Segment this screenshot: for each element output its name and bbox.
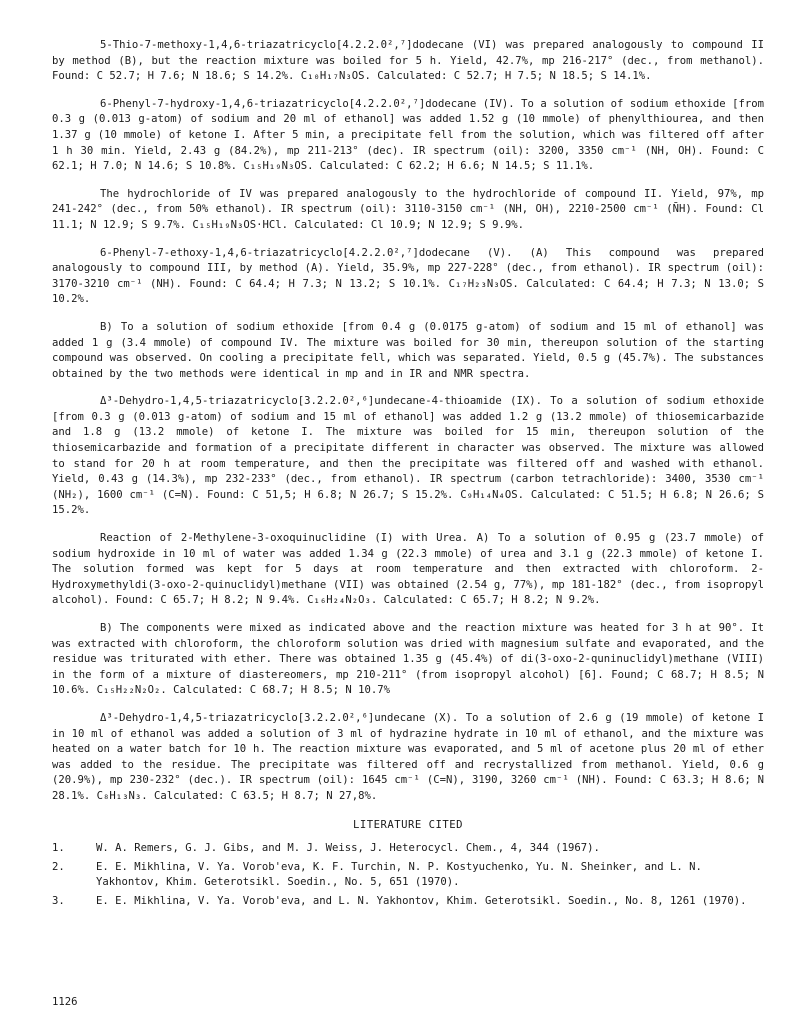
paragraph-urea-reaction-a: Reaction of 2-Methylene-3-oxoquinuclidine (I) with Urea. A) To a solution of 0.95 g (23.7 mmole) of sodium hydroxide in 10 ml of water was added 1.34 g (22.3 mmole) of urea and 3.1 g (22.3 mmole) of ketone I. The solution formed was kept for 5 days at room temperature and then extracted with chloroform. 2-Hydroxymethyldi(3-oxo-2-quinuclidyl)methane (VII) was obtained (2.54 g, 77%), mp 181-182° (dec., from isopropyl alcohol). Found: C 65.7; H 8.2; N 9.4%. C₁₆H₂₄N₂O₃. Calculated: C 65.7; H 8.2; N 9.2%.: [52, 532, 764, 607]
paragraph-compound-v-method-b: B) To a solution of sodium ethoxide [from 0.4 g (0.0175 g-atom) of sodium and 15 ml of ethanol] was added 1 g (3.4 mmole) of compound IV. The mixture was boiled for 30 min, thereupon solution of the starting compound was observed. On cooling a precipitate fell, which was separated. Yield, 0.5 g (45.7%). The substances obtained by the two methods were identical in mp and in IR and NMR spectra.: [52, 320, 764, 380]
reference-item: [52, 841, 764, 856]
paragraph-compound-x: Δ³-Dehydro-1,4,5-triazatricyclo[3.2.2.0²,⁶]undecane (X). To a solution of 2.6 g (19 mmole) of ketone I in 10 ml of ethanol was added a solution of 3 ml of hydrazine hydrate in 10 ml of ethanol, and the mixture was heated on a water batch for 10 h. The reaction mixture was evaporated, and 5 ml of acetone plus 20 ml of ether was added to the residue. The precipitate was filtered off and recrystallized from methanol. Yield, 0.6 g (20.9%), mp 230-232° (dec.). IR spectrum (oil): 1645 cm⁻¹ (C=N), 3190, 3260 cm⁻¹ (NH). Found: C 63.3; H 8.6; N 28.1%. C₈H₁₃N₃. Calculated: C 63.5; H 8.7; N 27,8%.: [52, 711, 764, 802]
reference-item: [52, 894, 764, 909]
reference-number: 3.: [52, 894, 65, 907]
reference-number: 1.: [52, 841, 65, 854]
paragraph-iv-hydrochloride: The hydrochloride of IV was prepared analogously to the hydrochloride of compound II. Yield, 97%, mp 241-242° (dec., from 50% ethanol). IR spectrum (oil): 3110-3150 cm⁻¹ (NH, OH), 2210-2500 cm⁻¹ (N̄H). Found: Cl 11.1; N 12.9; S 9.7%. C₁₅H₁₉N₃OS·HCl. Calculated: Cl 10.9; N 12.9; S 9.9%.: [52, 187, 764, 231]
paragraph-urea-reaction-b: B) The components were mixed as indicated above and the reaction mixture was heated for 3 h at 90°. It was extracted with chloroform, the chloroform solution was dried with magnesium sulfate and evaporated, and the residue was triturated with ether. There was obtained 1.35 g (45.4%) of di(3-oxo-2-quninuclidyl)methane (VIII) in the form of a mixture of diastereomers, mp 210-211° (from isopropyl alcohol) [6]. Found; C 68.7; H 8.5; N 10.6%. C₁₅H₂₂N₂O₂. Calculated: C 68.7; H 8.5; N 10.7%: [52, 622, 764, 697]
body-text: [52, 38, 764, 913]
reference-text: W. A. Remers, G. J. Gibs, and M. J. Weiss, J. Heterocycl. Chem., 4, 344 (1967).: [96, 841, 600, 854]
reference-item: [52, 860, 764, 890]
paragraph-compound-ix: Δ³-Dehydro-1,4,5-triazatricyclo[3.2.2.0²,⁶]undecane-4-thioamide (IX). To a solution of sodium ethoxide [from 0.3 g (0.013 g-atom) of sodium and 15 ml of ethanol] was added 1.2 g (13.2 mmole) of thiosemicarbazide and 1.8 g (13.2 mmole) of ketone I. The mixture was boiled for 15 min, thereupon solution of the thiosemicarbazide and formation of a precipitate different in character was observed. The mixture was allowed to stand for 20 h at room temperature, and then the precipitate was filtered off and washed with ethanol. Yield, 0.43 g (14.3%), mp 232-233° (dec., from ethanol). IR spectrum (carbon tetrachloride): 3400, 3530 cm⁻¹ (NH₂), 1600 cm⁻¹ (C=N). Found: C 51,5; H 6.8; N 26.7; S 15.2%. C₉H₁₄N₄OS. Calculated: C 51.5; H 6.8; N 26.6; S 15.2%.: [52, 395, 764, 517]
literature-cited-heading: LITERATURE CITED: [352, 818, 464, 831]
paragraph-compound-vi: 5-Thio-7-methoxy-1,4,6-triazatricyclo[4.2.2.0²,⁷]dodecane (VI) was prepared analogously to compound II by method (B), but the reaction mixture was boiled for 5 h. Yield, 42.7%, mp 216-217° (dec., from methanol). Found: C 52.7; H 7.6; N 18.6; S 14.2%. C₁₀H₁₇N₃OS. Calculated: C 52.7; H 7.5; N 18.5; S 14.1%.: [52, 39, 764, 83]
paragraph-compound-v-method-a: 6-Phenyl-7-ethoxy-1,4,6-triazatricyclo[4.2.2.0²,⁷]dodecane (V). (A) This compound was prepared analogously to compound III, by method (A). Yield, 35.9%, mp 227-228° (dec., from ethanol). IR spectrum (oil): 3170-3210 cm⁻¹ (NH). Found: C 64.4; H 7.3; N 13.2; S 10.1%. C₁₇H₂₃N₃OS. Calculated: C 64.4; H 7.3; N 13.0; S 10.2%.: [52, 246, 764, 306]
reference-text: E. E. Mikhlina, V. Ya. Vorob'eva, and L. N. Yakhontov, Khim. Geterotsikl. Soedin., No. 8, 1261 (1970).: [96, 894, 747, 907]
reference-number: 2.: [52, 860, 65, 873]
reference-text: E. E. Mikhlina, V. Ya. Vorob'eva, K. F. Turchin, N. P. Kostyuchenko, Yu. N. Sheinker, and L. N. Yakhontov, Khim. Geterotsikl. Soedin., No. 5, 651 (1970).: [96, 860, 702, 888]
paragraph-compound-iv: 6-Phenyl-7-hydroxy-1,4,6-triazatricyclo[4.2.2.0²,⁷]dodecane (IV). To a solution of sodium ethoxide [from 0.3 g (0.013 g-atom) of sodium and 20 ml of ethanol] was added 1.52 g (10 mmole) of phenylthiourea, and then 1.37 g (10 mmole) of ketone I. After 5 min, a precipitate fell from the solution, which was filtered off after 1 h 30 min. Yield, 2.43 g (84.2%), mp 211-213° (dec). IR spectrum (oil): 3200, 3350 cm⁻¹ (NH, OH). Found: C 62.1; H 7.0; N 14.6; S 10.8%. C₁₅H₁₉N₃OS. Calculated: C 62.2; H 6.6; N 14.5; S 11.1%.: [52, 97, 764, 173]
page-number: 1126: [52, 996, 78, 1008]
